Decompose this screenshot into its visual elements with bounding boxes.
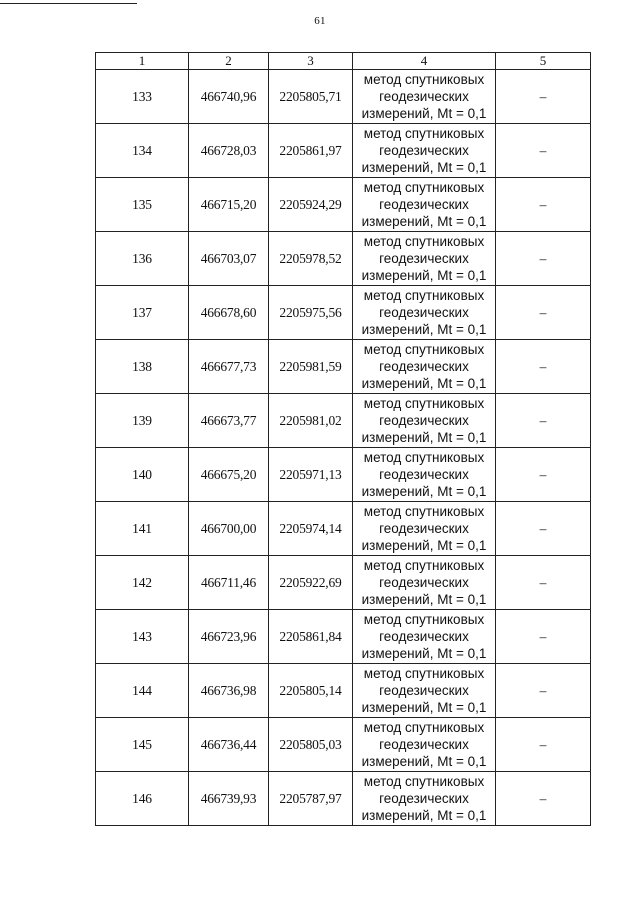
- method-line: геодезических: [379, 359, 469, 374]
- point-number-cell: 146: [96, 772, 189, 826]
- point-number-cell: 144: [96, 664, 189, 718]
- point-number-cell: 143: [96, 610, 189, 664]
- method-cell: [353, 448, 496, 502]
- column-header: 1: [96, 53, 189, 70]
- table-row: [96, 448, 591, 502]
- y-coordinate-cell: 2205805,71: [269, 70, 353, 124]
- method-line: измерений, Mt = 0,1: [361, 268, 487, 283]
- method-line: метод спутниковых: [363, 774, 485, 789]
- table-row: [96, 124, 591, 178]
- note-cell: –: [496, 70, 591, 124]
- x-coordinate-cell: 466673,77: [189, 394, 269, 448]
- table-row: [96, 556, 591, 610]
- method-line: геодезических: [379, 413, 469, 428]
- y-coordinate-cell: 2205805,03: [269, 718, 353, 772]
- method-line: метод спутниковых: [363, 288, 485, 303]
- method-line: метод спутниковых: [363, 396, 485, 411]
- method-line: метод спутниковых: [363, 234, 485, 249]
- method-cell: [353, 124, 496, 178]
- method-line: геодезических: [379, 629, 469, 644]
- method-cell: [353, 394, 496, 448]
- y-coordinate-cell: 2205981,02: [269, 394, 353, 448]
- table-row: [96, 772, 591, 826]
- table-row: [96, 664, 591, 718]
- table-header-row: [96, 53, 591, 70]
- method-cell: [353, 772, 496, 826]
- method-line: измерений, Mt = 0,1: [361, 754, 487, 769]
- method-line: измерений, Mt = 0,1: [361, 700, 487, 715]
- method-line: геодезических: [379, 791, 469, 806]
- method-line: геодезических: [379, 737, 469, 752]
- method-line: измерений, Mt = 0,1: [361, 538, 487, 553]
- y-coordinate-cell: 2205861,97: [269, 124, 353, 178]
- point-number-cell: 136: [96, 232, 189, 286]
- point-number-cell: 139: [96, 394, 189, 448]
- column-header: 5: [496, 53, 591, 70]
- method-line: измерений, Mt = 0,1: [361, 376, 487, 391]
- table-row: [96, 340, 591, 394]
- method-line: измерений, Mt = 0,1: [361, 160, 487, 175]
- method-line: измерений, Mt = 0,1: [361, 430, 487, 445]
- x-coordinate-cell: 466736,44: [189, 718, 269, 772]
- x-coordinate-cell: 466728,03: [189, 124, 269, 178]
- note-cell: –: [496, 448, 591, 502]
- method-line: измерений, Mt = 0,1: [361, 646, 487, 661]
- x-coordinate-cell: 466736,98: [189, 664, 269, 718]
- point-number-cell: 140: [96, 448, 189, 502]
- method-line: измерений, Mt = 0,1: [361, 322, 487, 337]
- point-number-cell: 142: [96, 556, 189, 610]
- x-coordinate-cell: 466723,96: [189, 610, 269, 664]
- point-number-cell: 134: [96, 124, 189, 178]
- method-line: метод спутниковых: [363, 126, 485, 141]
- method-cell: [353, 664, 496, 718]
- point-number-cell: 145: [96, 718, 189, 772]
- method-line: геодезических: [379, 251, 469, 266]
- y-coordinate-cell: 2205974,14: [269, 502, 353, 556]
- column-header: 4: [353, 53, 496, 70]
- method-line: метод спутниковых: [363, 666, 485, 681]
- note-cell: –: [496, 286, 591, 340]
- note-cell: –: [496, 232, 591, 286]
- y-coordinate-cell: 2205981,59: [269, 340, 353, 394]
- method-line: метод спутниковых: [363, 72, 485, 87]
- x-coordinate-cell: 466739,93: [189, 772, 269, 826]
- column-header: 3: [269, 53, 353, 70]
- point-number-cell: 137: [96, 286, 189, 340]
- method-line: геодезических: [379, 197, 469, 212]
- note-cell: –: [496, 502, 591, 556]
- page-number: 61: [314, 15, 326, 27]
- method-line: метод спутниковых: [363, 720, 485, 735]
- table-row: [96, 718, 591, 772]
- method-line: измерений, Mt = 0,1: [361, 808, 487, 823]
- method-line: геодезических: [379, 467, 469, 482]
- x-coordinate-cell: 466740,96: [189, 70, 269, 124]
- table-row: [96, 502, 591, 556]
- point-number-cell: 141: [96, 502, 189, 556]
- method-line: измерений, Mt = 0,1: [361, 484, 487, 499]
- y-coordinate-cell: 2205971,13: [269, 448, 353, 502]
- note-cell: –: [496, 610, 591, 664]
- note-cell: –: [496, 124, 591, 178]
- point-number-cell: 138: [96, 340, 189, 394]
- table-row: [96, 610, 591, 664]
- note-cell: –: [496, 664, 591, 718]
- note-cell: –: [496, 556, 591, 610]
- method-line: геодезических: [379, 305, 469, 320]
- y-coordinate-cell: 2205787,97: [269, 772, 353, 826]
- method-line: метод спутниковых: [363, 612, 485, 627]
- method-line: измерений, Mt = 0,1: [361, 214, 487, 229]
- y-coordinate-cell: 2205922,69: [269, 556, 353, 610]
- method-cell: [353, 556, 496, 610]
- y-coordinate-cell: 2205978,52: [269, 232, 353, 286]
- y-coordinate-cell: 2205805,14: [269, 664, 353, 718]
- table-row: [96, 232, 591, 286]
- method-cell: [353, 718, 496, 772]
- x-coordinate-cell: 466675,20: [189, 448, 269, 502]
- x-coordinate-cell: 466703,07: [189, 232, 269, 286]
- table-row: [96, 394, 591, 448]
- column-header: 2: [189, 53, 269, 70]
- x-coordinate-cell: 466715,20: [189, 178, 269, 232]
- table-row: [96, 286, 591, 340]
- note-cell: –: [496, 718, 591, 772]
- method-cell: [353, 232, 496, 286]
- x-coordinate-cell: 466677,73: [189, 340, 269, 394]
- x-coordinate-cell: 466678,60: [189, 286, 269, 340]
- method-line: метод спутниковых: [363, 504, 485, 519]
- note-cell: –: [496, 772, 591, 826]
- y-coordinate-cell: 2205861,84: [269, 610, 353, 664]
- method-line: измерений, Mt = 0,1: [361, 592, 487, 607]
- point-number-cell: 133: [96, 70, 189, 124]
- method-line: геодезических: [379, 683, 469, 698]
- note-cell: –: [496, 340, 591, 394]
- method-line: измерений, Mt = 0,1: [361, 106, 487, 121]
- method-cell: [353, 178, 496, 232]
- method-cell: [353, 502, 496, 556]
- table-row: [96, 178, 591, 232]
- method-line: метод спутниковых: [363, 450, 485, 465]
- method-cell: [353, 340, 496, 394]
- method-line: метод спутниковых: [363, 342, 485, 357]
- method-cell: [353, 286, 496, 340]
- note-cell: –: [496, 178, 591, 232]
- method-line: метод спутниковых: [363, 180, 485, 195]
- method-cell: [353, 610, 496, 664]
- method-line: геодезических: [379, 89, 469, 104]
- y-coordinate-cell: 2205975,56: [269, 286, 353, 340]
- method-line: геодезических: [379, 575, 469, 590]
- x-coordinate-cell: 466711,46: [189, 556, 269, 610]
- method-cell: [353, 70, 496, 124]
- top-rule: [0, 3, 137, 4]
- point-number-cell: 135: [96, 178, 189, 232]
- note-cell: –: [496, 394, 591, 448]
- x-coordinate-cell: 466700,00: [189, 502, 269, 556]
- y-coordinate-cell: 2205924,29: [269, 178, 353, 232]
- coordinates-table: [95, 52, 591, 826]
- method-line: геодезических: [379, 521, 469, 536]
- method-line: геодезических: [379, 143, 469, 158]
- table-row: [96, 70, 591, 124]
- method-line: метод спутниковых: [363, 558, 485, 573]
